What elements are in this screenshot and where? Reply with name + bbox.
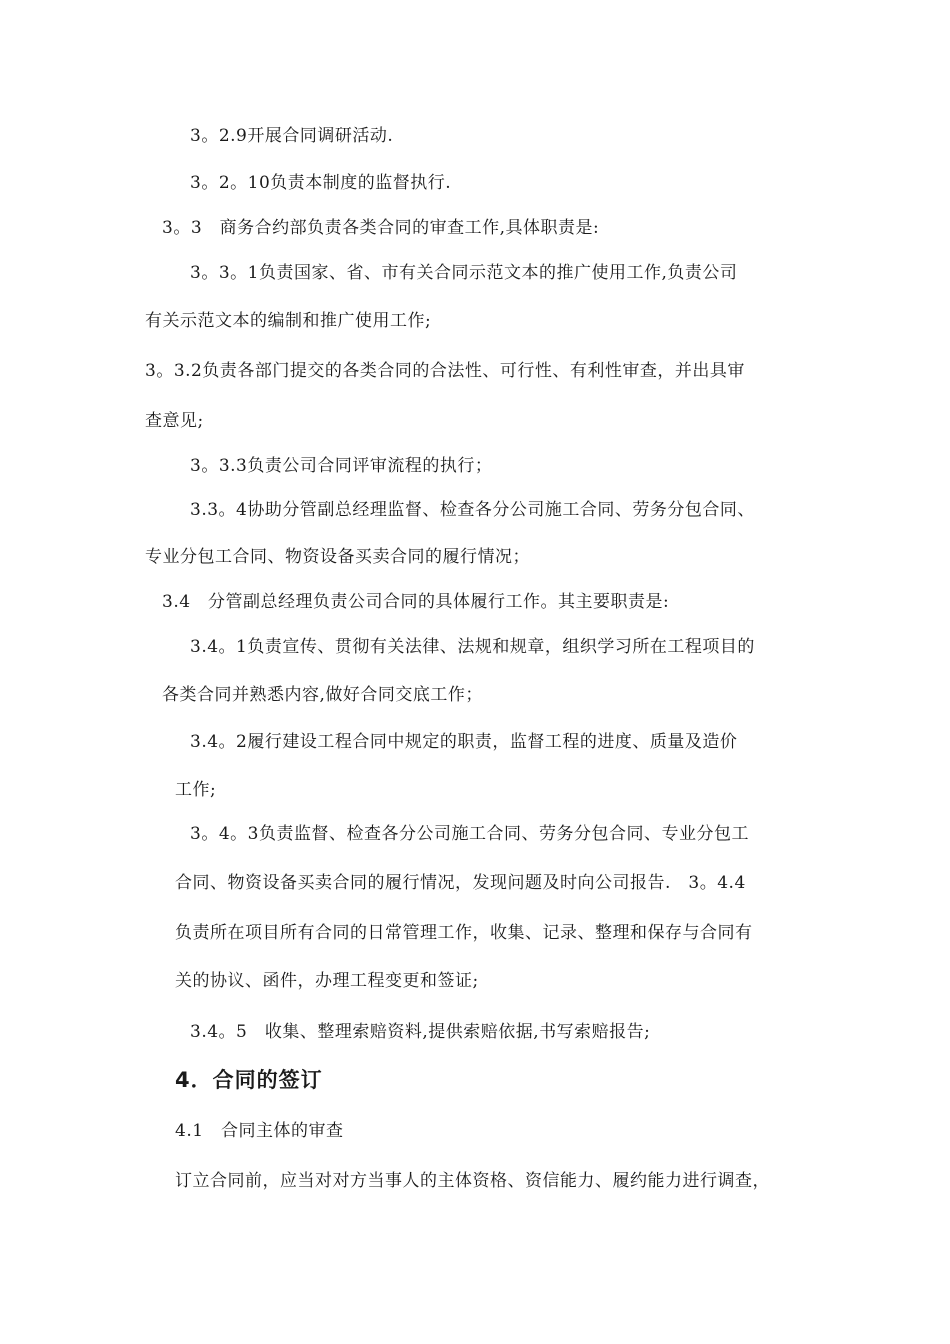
paragraph-line: 专业分包工合同、物资设备买卖合同的履行情况； xyxy=(145,547,530,567)
paragraph-line: 3。3.2负责各部门提交的各类合同的合法性、可行性、有利性审查，并出具审 xyxy=(145,361,745,381)
paragraph-line: 工作; xyxy=(175,780,217,800)
section-heading: 4．合同的签订 xyxy=(175,1068,323,1092)
paragraph-line: 各类合同并熟悉内容,做好合同交底工作； xyxy=(162,685,483,705)
paragraph-line: 3.4 分管副总经理负责公司合同的具体履行工作。其主要职责是: xyxy=(162,592,670,612)
paragraph-line: 关的协议、函件，办理工程变更和签证; xyxy=(175,971,479,991)
paragraph-line: 3。3 商务合约部负责各类合同的审查工作,具体职责是: xyxy=(162,218,600,238)
paragraph-line: 查意见; xyxy=(145,411,204,431)
paragraph-line: 3.4。5 收集、整理索赔资料,提供索赔依据,书写索赔报告; xyxy=(190,1022,651,1042)
paragraph-line: 3.4。1负责宣传、贯彻有关法律、法规和规章，组织学习所在工程项目的 xyxy=(190,637,755,657)
paragraph-line: 3。4。3负责监督、检查各分公司施工合同、劳务分包合同、专业分包工 xyxy=(190,824,749,844)
paragraph-line: 3。3。1负责国家、省、市有关合同示范文本的推广使用工作,负责公司 xyxy=(190,263,738,283)
paragraph-line: 3。3.3负责公司合同评审流程的执行； xyxy=(190,456,493,476)
paragraph-line: 合同、物资设备买卖合同的履行情况，发现问题及时向公司报告. 3。4.4 xyxy=(175,873,746,893)
paragraph-line: 有关示范文本的编制和推广使用工作; xyxy=(145,311,432,331)
paragraph-line: 3.4。2履行建设工程合同中规定的职责，监督工程的进度、质量及造价 xyxy=(190,732,738,752)
paragraph-line: 负责所在项目所有合同的日常管理工作，收集、记录、整理和保存与合同有 xyxy=(175,923,753,943)
paragraph-line: 订立合同前，应当对对方当事人的主体资格、资信能力、履约能力进行调查， xyxy=(175,1171,770,1191)
paragraph-line: 3。2。10负责本制度的监督执行. xyxy=(190,173,452,193)
paragraph-line: 3.3。4协助分管副总经理监督、检查各分公司施工合同、劳务分包合同、 xyxy=(190,500,755,520)
subsection-heading: 4.1 合同主体的审查 xyxy=(175,1121,344,1141)
paragraph-line: 3。2.9开展合同调研活动. xyxy=(190,126,394,146)
